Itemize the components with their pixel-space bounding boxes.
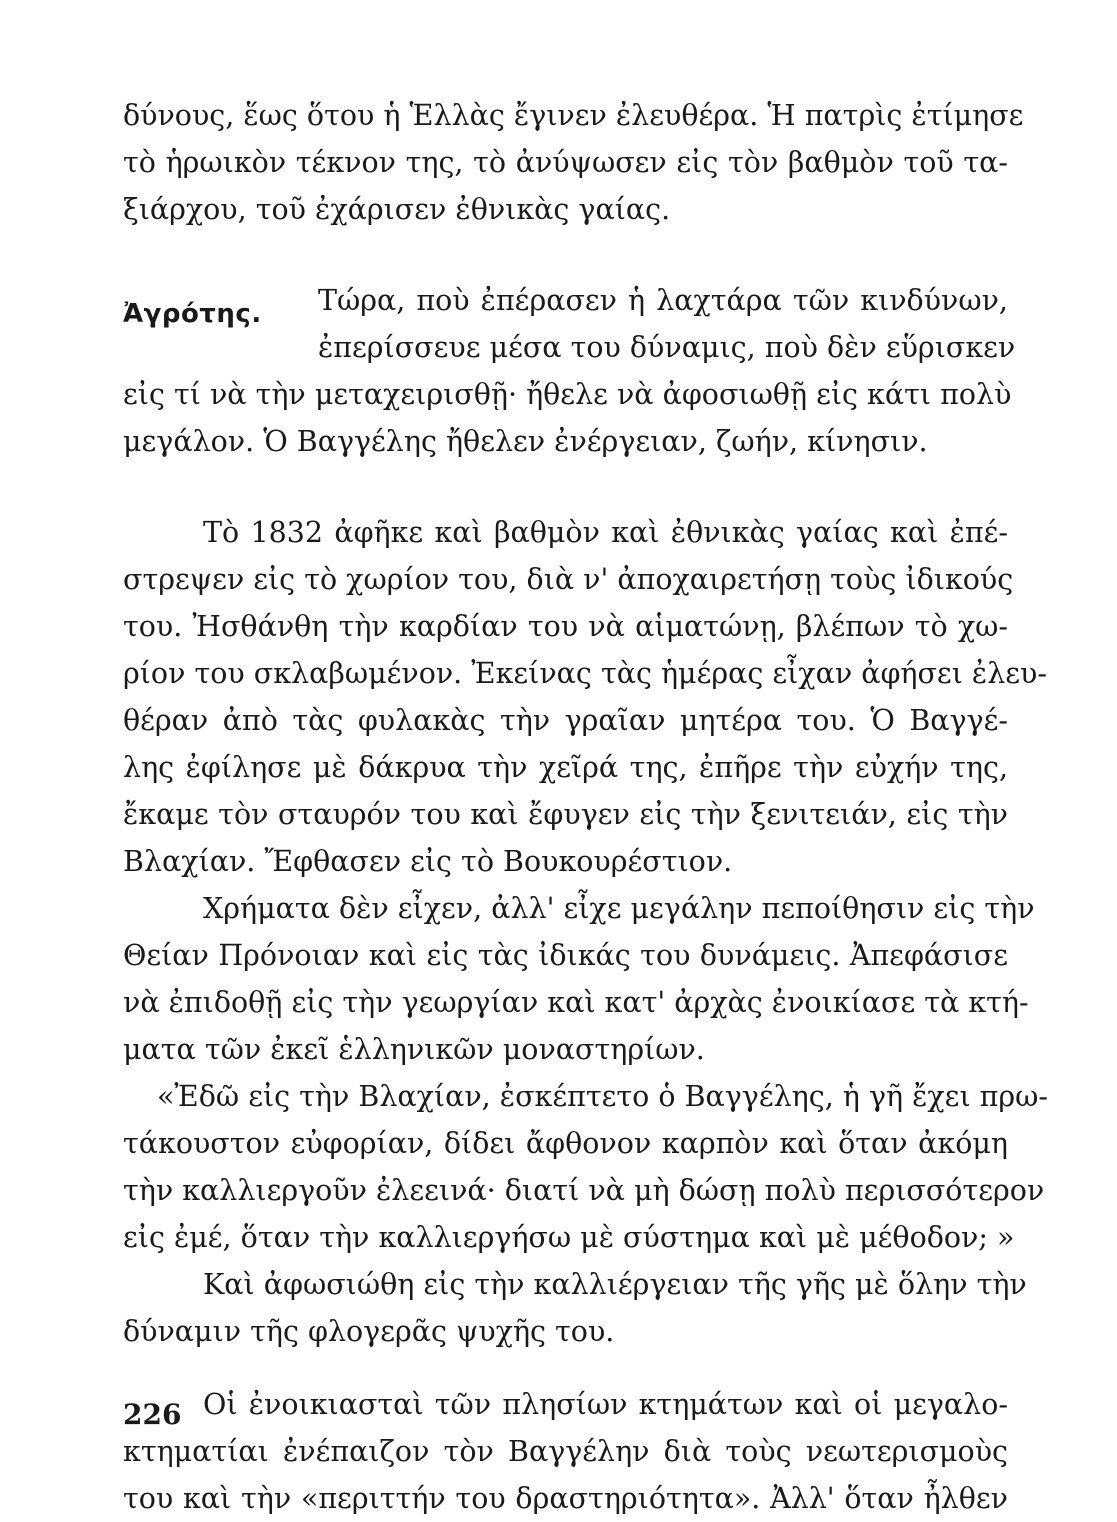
text-line: Χρήματα δὲν εἶχεν, ἀλλ' εἶχε μεγάλην πεποίθησιν εἰς τὴν [203, 892, 1035, 925]
text-line: μεγάλον. Ὁ Βαγγέλης ἤθελεν ἐνέργειαν, ζωήν, κίνησιν. [123, 425, 928, 458]
side-heading: Ἀγρότης. [123, 299, 262, 329]
text-line: τὸ ἡρωικὸν τέκνον της, τὸ ἀνύψωσεν εἰς τὸν βαθμὸν τοῦ τα- [123, 146, 1008, 179]
paragraph-4 [123, 885, 1035, 1073]
text-line: του καὶ τὴν «περιττήν του δραστηριότητα». Ἀλλ' ὅταν ἦλθεν [123, 1482, 1008, 1515]
text-line: τάκουστον εὐφορίαν, δίδει ἄφθονον καρπὸν καὶ ὅταν ἀκόμη [123, 1127, 1008, 1160]
text-line: «Ἐδῶ εἰς τὴν Βλαχίαν, ἐσκέπτετο ὁ Βαγγέλης, ἡ γῆ ἔχει πρω- [157, 1080, 1049, 1113]
paragraph-2-rest [123, 371, 1012, 465]
text-line: νὰ ἐπιδοθῇ εἰς τὴν γεωργίαν καὶ κατ' ἀρχὰς ἐνοικίασε τὰ κτή- [123, 986, 1029, 1019]
text-line: Θείαν Πρόνοιαν καὶ εἰς τὰς ἰδικάς του δυνάμεις. Ἀπεφάσισε [123, 939, 1008, 972]
text-line: λης ἐφίλησε μὲ δάκρυα τὴν χεῖρά της, ἐπῆρε τὴν εὐχήν της, [123, 751, 1008, 784]
text-line: Βλαχίαν. Ἔφθασεν εἰς τὸ Βουκουρέστιον. [123, 845, 733, 878]
page-number: 226 [123, 1398, 182, 1431]
text-line: τὴν καλλιεργοῦν ἐλεεινά· διατί νὰ μὴ δώσῃ πολὺ περισσότερον [123, 1174, 1045, 1207]
text-line: θέραν ἀπὸ τὰς φυλακὰς τὴν γραῖαν μητέρα του. Ὁ Βαγγέ- [123, 704, 1008, 737]
text-line: δύναμιν τῆς φλογερᾶς ψυχῆς του. [123, 1315, 615, 1348]
page-body [123, 92, 1049, 1522]
text-line: ἔκαμε τὸν σταυρόν του καὶ ἔφυγεν εἰς τὴν ξενιτειάν, εἰς τὴν [123, 798, 1008, 831]
text-line: εἰς τί νὰ τὴν μεταχειρισθῇ· ἤθελε νὰ ἀφοσιωθῇ εἰς κάτι πολὺ [123, 378, 1012, 411]
text-line: Καὶ ἀφωσιώθη εἰς τὴν καλλιέργειαν τῆς γῆς μὲ ὅλην τὴν [203, 1268, 1027, 1301]
paragraph-3 [123, 509, 1048, 885]
paragraph-2 [123, 277, 1016, 465]
paragraph-7 [123, 1381, 1008, 1522]
text-line: ρίον του σκλαβωμένον. Ἐκείνας τὰς ἡμέρας εἶχαν ἀφήσει ἐλευ- [123, 657, 1048, 690]
text-line: κτηματίαι ἐνέπαιζον τὸν Βαγγέλην διὰ τοὺς νεωτερισμοὺς [123, 1435, 1008, 1468]
text-line: Τὸ 1832 ἀφῆκε καὶ βαθμὸν καὶ ἐθνικὰς γαίας καὶ ἐπέ- [203, 516, 1008, 549]
text-line: εἰς ἐμέ, ὅταν τὴν καλλιεργήσω μὲ σύστημα καὶ μὲ μέθοδον; » [123, 1221, 1015, 1254]
text-line: δύνους, ἕως ὅτου ἡ Ἑλλὰς ἔγινεν ἐλευθέρα. Ἡ πατρὶς ἐτίμησε [123, 99, 1024, 132]
paragraph-1 [123, 92, 1024, 233]
text-line: του. Ἠσθάνθη τὴν καρδίαν του νὰ αἱματώνῃ, βλέπων τὸ χω- [123, 610, 1008, 643]
text-line: Οἱ ἐνοικιασταὶ τῶν πλησίων κτημάτων καὶ οἱ μεγαλο- [203, 1388, 1008, 1421]
paragraph-6 [123, 1261, 1027, 1355]
paragraph-5 [123, 1073, 1049, 1261]
text-line: στρεψεν εἰς τὸ χωρίον του, διὰ ν' ἀποχαιρετήσῃ τοὺς ἰδικούς [123, 563, 1014, 596]
text-line: Τώρα, ποὺ ἐπέρασεν ἡ λαχτάρα τῶν κινδύνων, [318, 284, 1008, 317]
text-line: ἐπερίσσευε μέσα του δύναμις, ποὺ δὲν εὕρισκεν [318, 331, 1016, 364]
text-line: ξιάρχου, τοῦ ἐχάρισεν ἐθνικὰς γαίας. [123, 193, 671, 226]
text-line: ματα τῶν ἐκεῖ ἑλληνικῶν μοναστηρίων. [123, 1033, 705, 1066]
